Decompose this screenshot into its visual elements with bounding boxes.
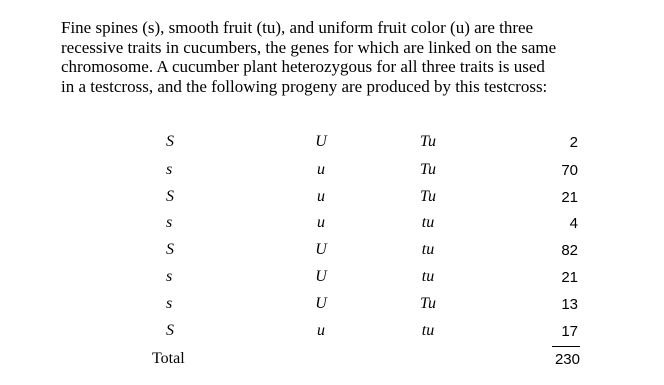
table-cell-s: s	[166, 295, 173, 312]
total-label: Total	[152, 350, 185, 367]
statement-line: chromosome. A cucumber plant heterozygous for all three traits is used	[61, 57, 545, 76]
table-cell-s: S	[166, 241, 174, 258]
total-value: 230	[554, 351, 580, 368]
table-cell-u: u	[317, 161, 325, 178]
table-cell-u: u	[317, 188, 325, 205]
table-cell-s: s	[166, 161, 173, 178]
statement-line: Fine spines (s), smooth fruit (tu), and uniform fruit color (u) are three	[61, 18, 534, 37]
table-cell-count: 21	[561, 269, 578, 286]
table-cell-count: 70	[561, 162, 578, 179]
table-cell-tu: tu	[421, 214, 435, 231]
table-cell-tu: Tu	[419, 188, 436, 205]
table-cell-s: S	[166, 133, 174, 150]
table-cell-u: u	[317, 322, 325, 339]
table-cell-count: 21	[561, 189, 578, 206]
table-cell-s: S	[166, 188, 174, 205]
table-cell-tu: Tu	[419, 133, 436, 150]
statement-line: in a testcross, and the following progeny are produced by this testcross:	[61, 76, 548, 96]
table-cell-s: s	[166, 268, 173, 285]
table-cell-u: U	[315, 295, 327, 312]
table-cell-u: U	[315, 241, 327, 258]
table-cell-u: u	[317, 214, 325, 231]
table-cell-count: 82	[561, 242, 578, 259]
statement-line: recessive traits in cucumbers, the genes for which are linked on the same	[61, 37, 557, 57]
table-cell-u: U	[315, 133, 327, 150]
table-cell-s: s	[166, 214, 173, 231]
table-cell-tu: tu	[421, 241, 435, 258]
table-cell-count: 17	[561, 323, 578, 340]
table-cell-count: 2	[569, 134, 578, 151]
table-cell-tu: tu	[421, 322, 435, 339]
table-cell-s: S	[166, 322, 174, 339]
table-cell-count: 4	[569, 215, 578, 232]
table-cell-tu: Tu	[419, 161, 436, 178]
sum-divider	[552, 346, 580, 347]
table-cell-tu: Tu	[419, 295, 436, 312]
table-cell-u: U	[315, 268, 327, 285]
table-cell-tu: tu	[421, 268, 435, 285]
table-cell-count: 13	[561, 296, 578, 313]
